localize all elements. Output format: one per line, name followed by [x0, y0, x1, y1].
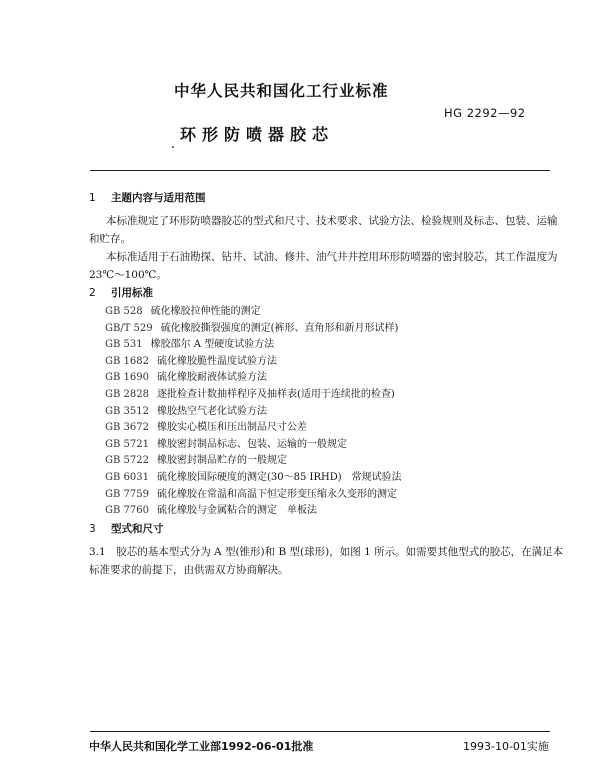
reference-title: 硫化橡胶拉伸性能的测定 — [150, 306, 261, 317]
approval-line: 中华人民共和国化学工业部1992-06-01批准 — [89, 740, 314, 753]
reference-code: GB 2828 — [105, 388, 149, 400]
document-title: 环形防喷器胶芯 — [180, 125, 335, 144]
reference-list — [105, 304, 402, 520]
section-1-paragraph-2: 本标准适用于石油勘探、钻井、试油、修井、油气井井控用环形防喷器的密封胶芯，其工作温度为 23℃～100℃。 — [89, 251, 558, 281]
reference-code: GB 5721 — [105, 438, 149, 450]
reference-item — [105, 420, 402, 437]
section-3-heading — [89, 521, 164, 536]
issuing-body-title: 中华人民共和国化工行业标准 — [174, 82, 389, 100]
header-rule — [90, 170, 550, 171]
section-3-number: 3 — [89, 523, 96, 535]
reference-code: GB 528 — [105, 306, 143, 317]
section-1-paragraph-1: 本标准规定了环形防喷器胶芯的型式和尺寸、技术要求、试验方法、检验规则及标志、包装、运输和贮存。 — [89, 215, 558, 245]
reference-title: 硫化橡胶脆性温度试验方法 — [156, 355, 277, 367]
section-2-number: 2 — [89, 287, 96, 299]
section-1-title: 主题内容与适用范围 — [111, 192, 206, 204]
reference-title: 橡胶密封制品标志、包装、运输的一般规定 — [156, 438, 347, 450]
reference-item — [105, 387, 402, 404]
reference-item — [105, 354, 402, 371]
reference-code: GB 1682 — [105, 355, 149, 367]
reference-title: 橡胶邵尔 A 型硬度试验方法 — [150, 339, 275, 351]
footer-rule — [90, 731, 550, 732]
reference-title: 硫化橡胶在常温和高温下恒定形变压缩永久变形的测定 — [156, 488, 397, 500]
reference-code: GB 7760 — [105, 505, 149, 517]
reference-code: GB 531 — [105, 339, 143, 351]
reference-item — [105, 453, 402, 470]
section-2-title: 引用标准 — [111, 287, 153, 299]
reference-code: GB 6031 — [105, 471, 149, 483]
reference-title: 橡胶密封制品贮存的一般规定 — [156, 455, 287, 467]
reference-item — [105, 370, 402, 387]
reference-item — [105, 487, 402, 504]
standard-code: HG 2292—92 — [444, 106, 526, 120]
scan-speck — [172, 146, 174, 148]
reference-code: GB/T 529 — [105, 322, 153, 334]
section-2-heading — [89, 285, 153, 300]
section-3-title: 型式和尺寸 — [111, 523, 164, 535]
reference-title: 橡胶实心模压和压出制品尺寸公差 — [156, 422, 307, 434]
reference-title: 逐批检查计数抽样程序及抽样表(适用于连续批的检查) — [156, 388, 395, 400]
reference-code: GB 3672 — [105, 422, 149, 434]
reference-item — [105, 503, 402, 520]
implementation-date: 1993-10-01实施 — [463, 740, 549, 753]
reference-item — [105, 321, 402, 338]
reference-title: 硫化橡胶与金属粘合的测定 单板法 — [156, 505, 317, 517]
reference-code: GB 1690 — [105, 372, 149, 384]
reference-title: 硫化橡胶耐液体试验方法 — [156, 372, 267, 384]
section-1-heading — [89, 190, 206, 205]
reference-item — [105, 337, 402, 354]
reference-title: 橡胶热空气老化试验方法 — [156, 405, 267, 417]
reference-title: 硫化橡胶撕裂强度的测定(裤形、直角形和新月形试样) — [160, 322, 399, 334]
section-1-number: 1 — [89, 192, 96, 204]
reference-code: GB 3512 — [105, 405, 149, 417]
reference-item — [105, 304, 402, 321]
reference-item — [105, 470, 402, 487]
reference-title: 硫化橡胶国际硬度的测定(30～85 IRHD) 常规试验法 — [156, 471, 402, 483]
reference-code: GB 7759 — [105, 488, 149, 500]
reference-item — [105, 437, 402, 454]
reference-item — [105, 404, 402, 421]
section-3-paragraph-1: 3.1 胶芯的基本型式分为 A 型(锥形)和 B 型(球形)，如图 1 所示。如需要其他型式的胶芯，在满足本标准要求的前提下，由供需双方协商解决。 — [89, 546, 564, 576]
reference-code: GB 5722 — [105, 455, 149, 467]
